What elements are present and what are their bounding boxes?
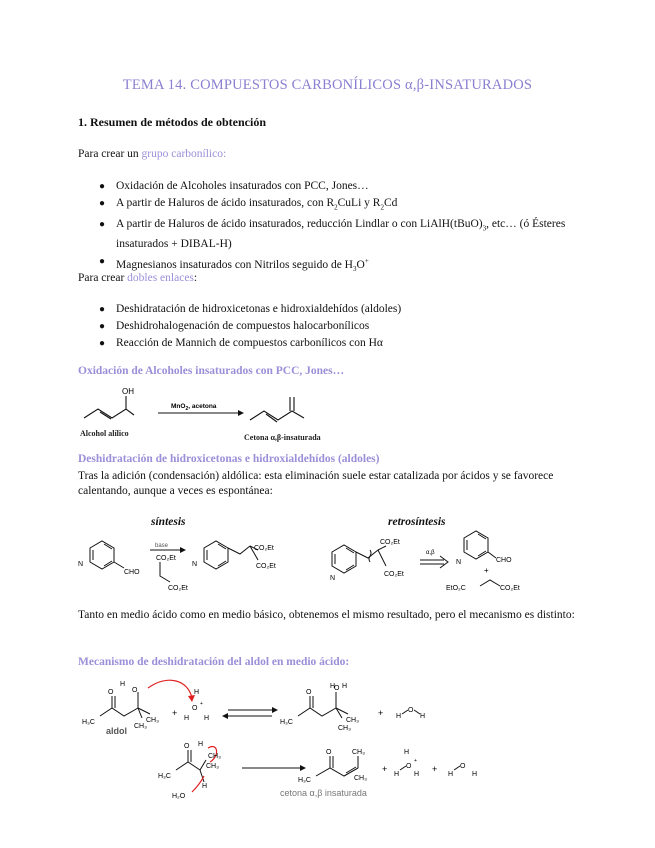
svg-text:CHO: CHO [124, 569, 140, 576]
svg-text:CO₂Et: CO₂Et [380, 539, 400, 546]
list-item: ● Reacción de Mannich de compuestos carbonílicos con Hα [99, 337, 383, 349]
svg-text:H: H [120, 681, 126, 688]
svg-text:CH₃: CH₃ [206, 763, 219, 770]
aldol-label: aldol [106, 726, 128, 736]
mechanism-heading: Mecanismo de deshidratación del aldol en medio ácido: [78, 656, 350, 668]
svg-text:H: H [448, 771, 454, 778]
svg-text:O: O [406, 763, 412, 770]
svg-text:H: H [396, 713, 402, 720]
svg-text:H: H [184, 715, 190, 722]
product-label: Cetona α,β-insaturada [244, 433, 321, 442]
svg-text:O: O [326, 749, 332, 756]
list-item: ● A partir de Haluros de ácido insaturados, con $R_2CuLi$ y $R_2Cd$ [99, 197, 398, 212]
sintesis-label: síntesis [151, 516, 186, 528]
svg-text:α,β: α,β [426, 550, 435, 556]
list-item: ● A partir de Haluros de ácido insaturados, reducción Lindlar o con $LiAlH(tBuO)_3$, etc… (ó Ésteres insaturados + DIBAL-H) [99, 218, 566, 250]
svg-text:CO₂Et: CO₂Et [500, 585, 520, 592]
knoevenagel-scheme [76, 528, 556, 596]
svg-text:CH₃: CH₃ [134, 723, 147, 730]
list-item: ● Deshidrohalogenación de compuestos halocarbonílicos [99, 320, 370, 332]
svg-text:H: H [194, 689, 200, 696]
dehydration-heading: Deshidratación de hidroxicetonas e hidroxialdehídos (aldoles) [78, 453, 380, 465]
svg-text:CO₂Et: CO₂Et [156, 555, 176, 562]
svg-text:H₂O: H₂O [172, 793, 186, 800]
svg-text:+: + [378, 708, 384, 718]
svg-text:CO₂Et: CO₂Et [256, 563, 276, 570]
section-heading: 1. Resumen de métodos de obtención [78, 115, 266, 129]
svg-text:CO₂Et: CO₂Et [384, 571, 404, 578]
svg-text:H: H [414, 771, 420, 778]
svg-text:CH₃: CH₃ [352, 749, 365, 756]
svg-text:+: + [200, 701, 203, 707]
svg-text:H₃C: H₃C [158, 773, 171, 780]
svg-text:H: H [420, 713, 426, 720]
list-item: ● Magnesianos insaturados con Nitrilos seguido de $H_3O^+$ [99, 255, 369, 273]
svg-text:+: + [414, 758, 417, 764]
methods-dobles-list [78, 302, 598, 353]
svg-text:CHO: CHO [496, 557, 512, 564]
methods-carbonilo-list [78, 179, 598, 279]
retrosintesis-label: retrosíntesis [388, 516, 446, 528]
svg-text:O: O [132, 687, 138, 694]
svg-text:+: + [484, 566, 489, 575]
page-title: TEMA 14. COMPUESTOS CARBONÍLICOS α,β-INSATURADOS [122, 77, 533, 93]
svg-text:CH₃: CH₃ [208, 753, 221, 760]
svg-text:O: O [108, 689, 114, 696]
svg-text:H₃C: H₃C [298, 777, 311, 784]
start-label: Alcohol alílico [80, 429, 129, 438]
svg-text:H: H [472, 771, 478, 778]
allylic-alcohol-structure [84, 396, 134, 419]
oh-label: OH [122, 387, 134, 396]
enone-structure [250, 397, 304, 422]
svg-text:EtO₂C: EtO₂C [446, 585, 466, 592]
pyridine-ring [332, 545, 356, 573]
mechanism-scheme [80, 672, 520, 822]
svg-text:N: N [330, 575, 336, 582]
svg-text:+: + [382, 764, 388, 774]
list-item: ● Deshidratación de hidroxicetonas e hidroxialdehídos (aldoles) [99, 303, 402, 315]
svg-text:N: N [456, 559, 462, 566]
svg-text:H₃C: H₃C [280, 719, 293, 726]
svg-text:O: O [306, 689, 312, 696]
svg-text:CO₂Et: CO₂Et [168, 585, 188, 592]
svg-text:H: H [342, 683, 348, 690]
svg-text:N: N [192, 561, 198, 568]
svg-text:+: + [432, 764, 438, 774]
pyridine-ring [90, 541, 114, 569]
svg-text:O: O [408, 707, 414, 714]
product-name: cetona α,β insaturada [280, 788, 367, 798]
para-dobles: Para crear dobles enlaces: [78, 272, 198, 284]
svg-text:H: H [198, 741, 204, 748]
svg-text:O: O [192, 705, 198, 712]
para-carbonilo [78, 147, 226, 162]
para-carbonilo-prefix: Para crear un [78, 148, 142, 160]
svg-text:H₃C: H₃C [82, 719, 95, 726]
oxidation-heading: Oxidación de Alcoholes insaturados con PCC, Jones… [78, 365, 345, 377]
list-item: ● Oxidación de Alcoholes insaturados con PCC, Jones… [99, 180, 369, 192]
reagent-label: MnO$_2$, acetona [171, 403, 217, 412]
dehydration-text: Tras la adición (condensación) aldólica: esta eliminación suele estar catalizada por ácidos y se favorece calentando, aunque a veces es espontánea: [78, 470, 554, 497]
svg-text:CO₂Et: CO₂Et [254, 545, 274, 552]
para-carbonilo-highlight: grupo carbonílico: [141, 148, 227, 160]
svg-text:+: + [172, 708, 178, 718]
svg-text:O: O [184, 743, 190, 750]
svg-text:CH₃: CH₃ [354, 775, 367, 782]
pyridine-ring [464, 531, 488, 559]
svg-text:O: O [460, 763, 466, 770]
svg-text:H: H [204, 715, 210, 722]
svg-text:N: N [78, 561, 84, 568]
base-reagent: base [155, 543, 169, 549]
svg-text:O: O [334, 685, 340, 692]
svg-text:CH₃: CH₃ [146, 717, 159, 724]
svg-text:H: H [202, 783, 208, 790]
same-result-text: Tanto en medio ácido como en medio básico, obtenemos el mismo resultado, pero el mecanismo es distinto: [78, 609, 575, 621]
pyridine-ring [204, 541, 228, 569]
svg-text:CH₃: CH₃ [338, 725, 351, 732]
svg-text:H: H [394, 771, 400, 778]
svg-text:CH₃: CH₃ [346, 717, 359, 724]
svg-text:H: H [330, 683, 336, 690]
svg-text:H: H [404, 749, 410, 756]
